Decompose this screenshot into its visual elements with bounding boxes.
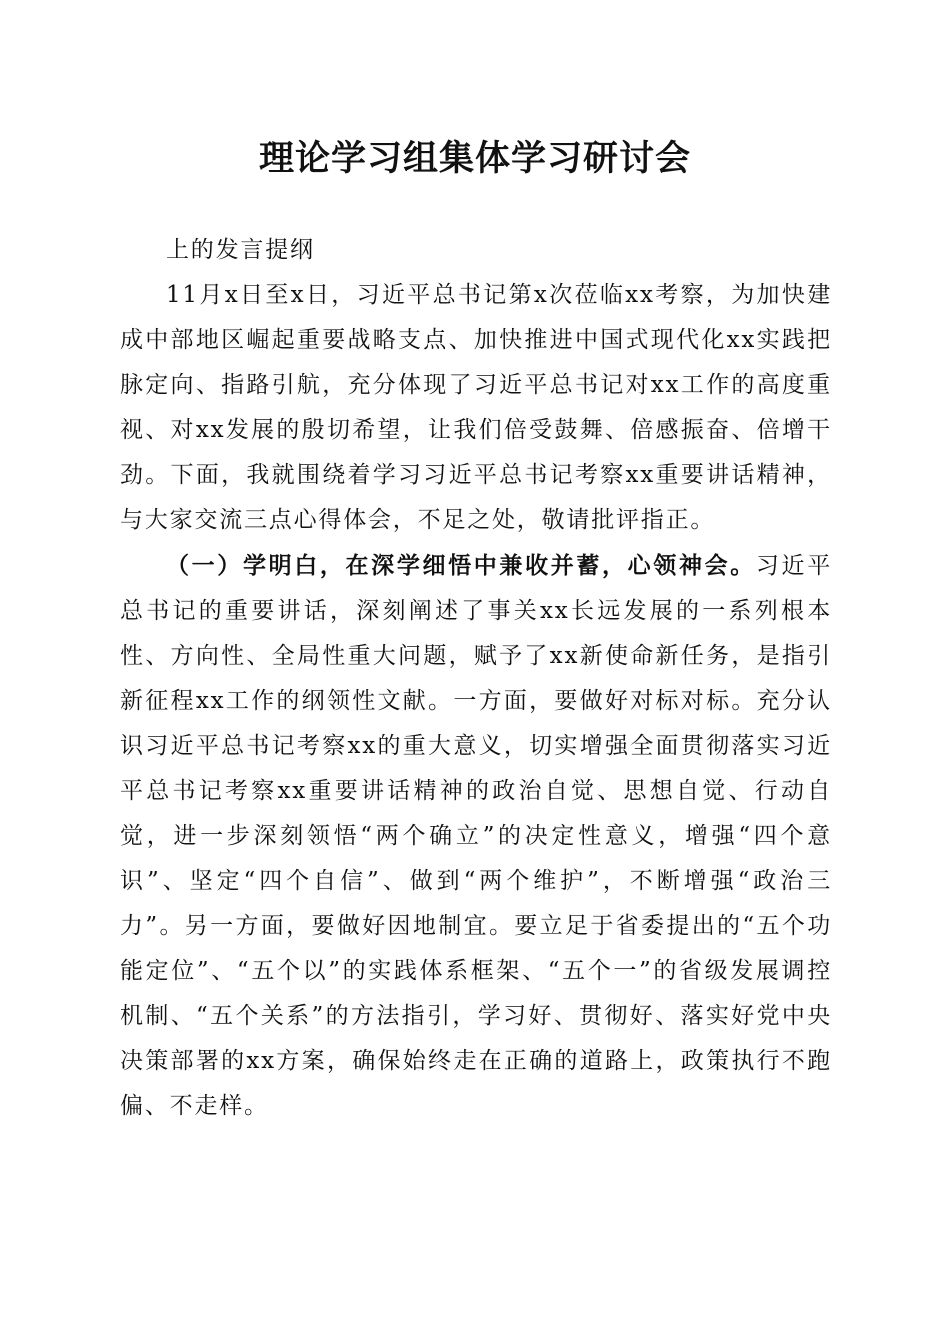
document-title: 理论学习组集体学习研讨会	[258, 138, 691, 179]
subtitle-line: 上的发言提纲	[166, 237, 315, 263]
paragraph-intro	[120, 273, 832, 543]
paragraph-section-one	[120, 543, 832, 1129]
document-body	[120, 228, 832, 1129]
paragraph-intro-text: 11月x日至x日，习近平总书记第x次莅临xx考察，为加快建成中部地区崛起重要战略支点、加快推进中国式现代化xx实践把脉定向、指路引航，充分体现了习近平总书记对xx工作的高度重视、对xx发展的殷切希望，让我们倍受鼓舞、倍感振奋、倍增干劲。下面，我就围绕着学习习近平总书记考察xx重要讲话精神，与大家交流三点心得体会，不足之处，敬请批评指正。	[120, 282, 832, 533]
section-one-text: 习近平总书记的重要讲话，深刻阐述了事关xx长远发展的一系列根本性、方向性、全局性重大问题，赋予了xx新使命新任务，是指引新征程xx工作的纲领性文献。一方面，要做好对标对标。充分认识习近平总书记考察xx的重大意义，切实增强全面贯彻落实习近平总书记考察xx重要讲话精神的政治自觉、思想自觉、行动自觉，进一步深刻领悟“两个确立”的决定性意义，增强“四个意识”、坚定“四个自信”、做到“两个维护”，不断增强“政治三力”。另一方面，要做好因地制宜。要立足于省委提出的“五个功能定位”、“五个以”的实践体系框架、“五个一”的省级发展调控机制、“五个关系”的方法指引，学习好、贯彻好、落实好党中央决策部署的xx方案，确保始终走在正确的道路上，政策执行不跑偏、不走样。	[120, 553, 833, 1119]
section-one-heading: （一）学明白，在深学细悟中兼收并蓄，心领神会。	[166, 552, 756, 579]
